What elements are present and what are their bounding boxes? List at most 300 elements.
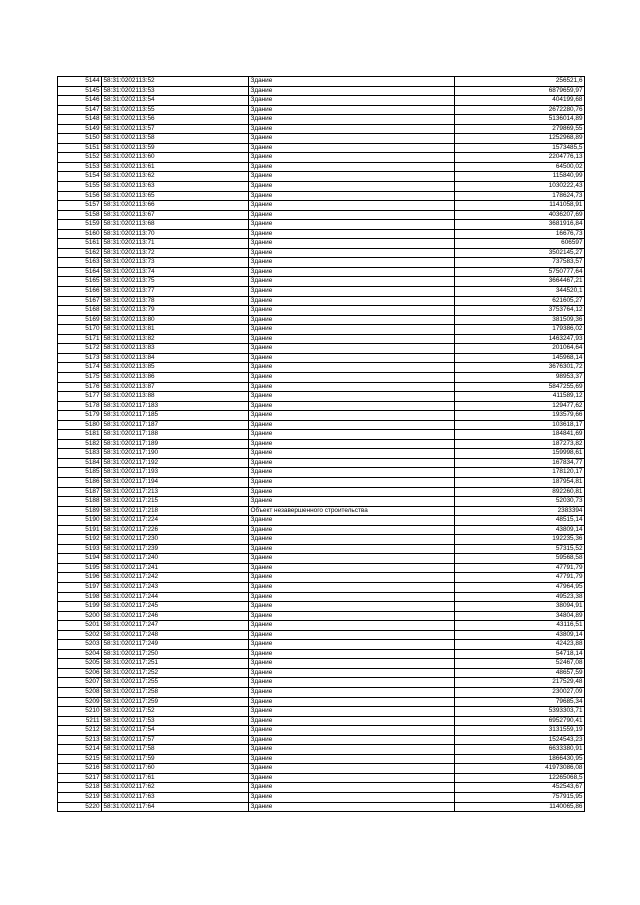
table-row	[58, 372, 585, 382]
cadastral-value-cell: 184841,69	[455, 430, 585, 440]
table-row	[58, 353, 585, 363]
cadastral-number-cell: 58:31:0202117:247	[102, 621, 249, 631]
row-number-cell: 5144	[58, 77, 102, 87]
cadastral-value-cell: 230027,09	[455, 688, 585, 698]
table-row	[58, 802, 585, 812]
cadastral-value-cell: 1030222,43	[455, 182, 585, 192]
cadastral-number-cell: 58:31:0202117:58	[102, 745, 249, 755]
row-number-cell: 5175	[58, 372, 102, 382]
row-number-cell: 5180	[58, 420, 102, 430]
cadastral-value-cell: 48657,59	[455, 668, 585, 678]
object-type-cell: Здание	[249, 401, 455, 411]
cadastral-value-cell: 279869,55	[455, 124, 585, 134]
table-row	[58, 525, 585, 535]
row-number-cell: 5153	[58, 162, 102, 172]
table-row	[58, 392, 585, 402]
row-number-cell: 5193	[58, 544, 102, 554]
cadastral-number-cell: 58:31:0202117:252	[102, 668, 249, 678]
table-row	[58, 735, 585, 745]
object-type-cell: Здание	[249, 86, 455, 96]
object-type-cell: Здание	[249, 707, 455, 717]
cadastral-value-cell: 892260,81	[455, 487, 585, 497]
table-row	[58, 611, 585, 621]
row-number-cell: 5214	[58, 745, 102, 755]
cadastral-number-cell: 58:31:0202117:57	[102, 735, 249, 745]
cadastral-value-cell: 159998,61	[455, 449, 585, 459]
cadastral-value-cell: 1140065,86	[455, 802, 585, 812]
cadastral-number-cell: 58:31:0202117:218	[102, 506, 249, 516]
object-type-cell: Здание	[249, 592, 455, 602]
row-number-cell: 5205	[58, 659, 102, 669]
cadastral-value-cell: 54718,14	[455, 649, 585, 659]
table-row	[58, 764, 585, 774]
cadastral-number-cell: 58:31:0202113:65	[102, 191, 249, 201]
cadastral-number-cell: 58:31:0202117:185	[102, 411, 249, 421]
row-number-cell: 5207	[58, 678, 102, 688]
object-type-cell: Здание	[249, 296, 455, 306]
cadastral-value-cell: 193579,66	[455, 411, 585, 421]
row-number-cell: 5174	[58, 363, 102, 373]
cadastral-number-cell: 58:31:0202117:64	[102, 802, 249, 812]
object-type-cell: Здание	[249, 220, 455, 230]
table-row	[58, 688, 585, 698]
table-row	[58, 229, 585, 239]
cadastral-number-cell: 58:31:0202117:63	[102, 793, 249, 803]
cadastral-number-cell: 58:31:0202113:55	[102, 105, 249, 115]
object-type-cell: Здание	[249, 315, 455, 325]
row-number-cell: 5160	[58, 229, 102, 239]
object-type-cell: Здание	[249, 697, 455, 707]
cadastral-number-cell: 58:31:0202113:57	[102, 124, 249, 134]
table-row	[58, 430, 585, 440]
cadastral-number-cell: 58:31:0202113:85	[102, 363, 249, 373]
cadastral-number-cell: 58:31:0202117:246	[102, 611, 249, 621]
row-number-cell: 5195	[58, 563, 102, 573]
cadastral-number-cell: 58:31:0202117:242	[102, 573, 249, 583]
row-number-cell: 5157	[58, 201, 102, 211]
cadastral-value-cell: 3753764,12	[455, 306, 585, 316]
cadastral-value-cell: 145968,14	[455, 353, 585, 363]
table-row	[58, 468, 585, 478]
cadastral-value-cell: 757915,95	[455, 793, 585, 803]
row-number-cell: 5152	[58, 153, 102, 163]
row-number-cell: 5163	[58, 258, 102, 268]
cadastral-number-cell: 58:31:0202117:230	[102, 535, 249, 545]
cadastral-number-cell: 58:31:0202113:73	[102, 258, 249, 268]
table-row	[58, 621, 585, 631]
cadastral-number-cell: 58:31:0202113:82	[102, 334, 249, 344]
object-type-cell: Здание	[249, 458, 455, 468]
row-number-cell: 5216	[58, 764, 102, 774]
row-number-cell: 5208	[58, 688, 102, 698]
cadastral-value-cell: 47791,79	[455, 573, 585, 583]
cadastral-number-cell: 58:31:0202117:249	[102, 640, 249, 650]
cadastral-number-cell: 58:31:0202117:194	[102, 477, 249, 487]
object-type-cell: Здание	[249, 726, 455, 736]
row-number-cell: 5148	[58, 115, 102, 125]
cadastral-value-cell: 16676,73	[455, 229, 585, 239]
cadastral-value-cell: 178120,17	[455, 468, 585, 478]
table-row	[58, 258, 585, 268]
table-row	[58, 86, 585, 96]
row-number-cell: 5199	[58, 602, 102, 612]
row-number-cell: 5145	[58, 86, 102, 96]
row-number-cell: 5209	[58, 697, 102, 707]
object-type-cell: Здание	[249, 716, 455, 726]
cadastral-number-cell: 58:31:0202117:189	[102, 439, 249, 449]
row-number-cell: 5200	[58, 611, 102, 621]
row-number-cell: 5206	[58, 668, 102, 678]
row-number-cell: 5191	[58, 525, 102, 535]
cadastral-number-cell: 58:31:0202113:58	[102, 134, 249, 144]
cadastral-value-cell: 2672280,76	[455, 105, 585, 115]
cadastral-value-cell: 103618,17	[455, 420, 585, 430]
cadastral-number-cell: 58:31:0202117:239	[102, 544, 249, 554]
cadastral-number-cell: 58:31:0202113:68	[102, 220, 249, 230]
object-type-cell: Здание	[249, 382, 455, 392]
cadastral-number-cell: 58:31:0202117:213	[102, 487, 249, 497]
row-number-cell: 5171	[58, 334, 102, 344]
cadastral-number-cell: 58:31:0202113:56	[102, 115, 249, 125]
object-type-cell: Здание	[249, 105, 455, 115]
row-number-cell: 5164	[58, 267, 102, 277]
cadastral-value-cell: 2383394	[455, 506, 585, 516]
cadastral-value-cell: 12265068,5	[455, 773, 585, 783]
table-row	[58, 191, 585, 201]
table-row	[58, 411, 585, 421]
cadastral-number-cell: 58:31:0202113:86	[102, 372, 249, 382]
row-number-cell: 5172	[58, 344, 102, 354]
object-type-cell: Здание	[249, 630, 455, 640]
cadastral-number-cell: 58:31:0202113:67	[102, 210, 249, 220]
object-type-cell: Здание	[249, 239, 455, 249]
object-type-cell: Здание	[249, 678, 455, 688]
table-row	[58, 535, 585, 545]
cadastral-number-cell: 58:31:0202117:243	[102, 582, 249, 592]
cadastral-value-cell: 737583,57	[455, 258, 585, 268]
table-row	[58, 143, 585, 153]
cadastral-number-cell: 58:31:0202117:224	[102, 516, 249, 526]
table-row	[58, 582, 585, 592]
cadastral-value-cell: 3502145,27	[455, 248, 585, 258]
cadastral-value-cell: 1252968,89	[455, 134, 585, 144]
object-type-cell: Здание	[249, 430, 455, 440]
row-number-cell: 5146	[58, 96, 102, 106]
table-row	[58, 793, 585, 803]
row-number-cell: 5176	[58, 382, 102, 392]
cadastral-number-cell: 58:31:0202113:75	[102, 277, 249, 287]
object-type-cell: Здание	[249, 325, 455, 335]
object-type-cell: Здание	[249, 229, 455, 239]
object-type-cell: Здание	[249, 688, 455, 698]
cadastral-value-cell: 1866430,95	[455, 754, 585, 764]
cadastral-number-cell: 58:31:0202113:54	[102, 96, 249, 106]
object-type-cell: Здание	[249, 172, 455, 182]
table-row	[58, 439, 585, 449]
cadastral-value-cell: 6879659,97	[455, 86, 585, 96]
cadastral-number-cell: 58:31:0202113:71	[102, 239, 249, 249]
cadastral-number-cell: 58:31:0202117:244	[102, 592, 249, 602]
cadastral-value-cell: 606597	[455, 239, 585, 249]
row-number-cell: 5179	[58, 411, 102, 421]
object-type-cell: Здание	[249, 754, 455, 764]
row-number-cell: 5182	[58, 439, 102, 449]
cadastral-value-cell: 1524543,23	[455, 735, 585, 745]
cadastral-number-cell: 58:31:0202113:84	[102, 353, 249, 363]
row-number-cell: 5178	[58, 401, 102, 411]
cadastral-value-cell: 6952790,41	[455, 716, 585, 726]
row-number-cell: 5186	[58, 477, 102, 487]
cadastral-value-cell: 42423,88	[455, 640, 585, 650]
object-type-cell: Объект незавершенного строительства	[249, 506, 455, 516]
cadastral-number-cell: 58:31:0202117:255	[102, 678, 249, 688]
object-type-cell: Здание	[249, 668, 455, 678]
cadastral-number-cell: 58:31:0202113:59	[102, 143, 249, 153]
object-type-cell: Здание	[249, 745, 455, 755]
row-number-cell: 5210	[58, 707, 102, 717]
row-number-cell: 5217	[58, 773, 102, 783]
row-number-cell: 5162	[58, 248, 102, 258]
object-type-cell: Здание	[249, 802, 455, 812]
object-type-cell: Здание	[249, 735, 455, 745]
table-row	[58, 783, 585, 793]
cadastral-number-cell: 58:31:0202117:250	[102, 649, 249, 659]
cadastral-value-cell: 52030,73	[455, 497, 585, 507]
cadastral-value-cell: 452543,67	[455, 783, 585, 793]
table-row	[58, 239, 585, 249]
table-row	[58, 554, 585, 564]
object-type-cell: Здание	[249, 392, 455, 402]
object-type-cell: Здание	[249, 582, 455, 592]
object-type-cell: Здание	[249, 602, 455, 612]
object-type-cell: Здание	[249, 477, 455, 487]
row-number-cell: 5187	[58, 487, 102, 497]
cadastral-value-cell: 5847255,69	[455, 382, 585, 392]
object-type-cell: Здание	[249, 468, 455, 478]
row-number-cell: 5197	[58, 582, 102, 592]
table-row	[58, 287, 585, 297]
object-type-cell: Здание	[249, 783, 455, 793]
row-number-cell: 5211	[58, 716, 102, 726]
cadastral-number-cell: 58:31:0202113:72	[102, 248, 249, 258]
table-row	[58, 344, 585, 354]
table-row	[58, 325, 585, 335]
object-type-cell: Здание	[249, 525, 455, 535]
table-row	[58, 497, 585, 507]
table-row	[58, 210, 585, 220]
table-row	[58, 573, 585, 583]
row-number-cell: 5173	[58, 353, 102, 363]
row-number-cell: 5184	[58, 458, 102, 468]
object-type-cell: Здание	[249, 277, 455, 287]
table-row	[58, 134, 585, 144]
cadastral-number-cell: 58:31:0202117:192	[102, 458, 249, 468]
table-row	[58, 668, 585, 678]
cadastral-value-cell: 3664467,21	[455, 277, 585, 287]
row-number-cell: 5155	[58, 182, 102, 192]
cadastral-value-cell: 411589,12	[455, 392, 585, 402]
object-type-cell: Здание	[249, 497, 455, 507]
table-row	[58, 544, 585, 554]
table-row	[58, 630, 585, 640]
table-row	[58, 382, 585, 392]
object-type-cell: Здание	[249, 764, 455, 774]
cadastral-number-cell: 58:31:0202113:74	[102, 267, 249, 277]
table-row	[58, 153, 585, 163]
cadastral-value-cell: 48515,14	[455, 516, 585, 526]
table-row	[58, 477, 585, 487]
object-type-cell: Здание	[249, 573, 455, 583]
cadastral-number-cell: 58:31:0202117:193	[102, 468, 249, 478]
table-row	[58, 458, 585, 468]
row-number-cell: 5161	[58, 239, 102, 249]
table-row	[58, 602, 585, 612]
object-type-cell: Здание	[249, 287, 455, 297]
cadastral-number-cell: 58:31:0202117:187	[102, 420, 249, 430]
row-number-cell: 5181	[58, 430, 102, 440]
row-number-cell: 5159	[58, 220, 102, 230]
cadastral-number-cell: 58:31:0202113:70	[102, 229, 249, 239]
cadastral-value-cell: 256521,6	[455, 77, 585, 87]
table-row	[58, 172, 585, 182]
cadastral-number-cell: 58:31:0202113:77	[102, 287, 249, 297]
row-number-cell: 5192	[58, 535, 102, 545]
cadastral-number-cell: 58:31:0202117:215	[102, 497, 249, 507]
row-number-cell: 5213	[58, 735, 102, 745]
cadastral-number-cell: 58:31:0202113:61	[102, 162, 249, 172]
cadastral-number-cell: 58:31:0202113:53	[102, 86, 249, 96]
table-row	[58, 277, 585, 287]
cadastral-value-cell: 404199,68	[455, 96, 585, 106]
object-type-cell: Здание	[249, 96, 455, 106]
cadastral-value-cell: 621605,27	[455, 296, 585, 306]
object-type-cell: Здание	[249, 191, 455, 201]
row-number-cell: 5218	[58, 783, 102, 793]
table-row	[58, 182, 585, 192]
cadastral-value-cell: 98953,37	[455, 372, 585, 382]
cadastral-number-cell: 58:31:0202117:183	[102, 401, 249, 411]
row-number-cell: 5188	[58, 497, 102, 507]
table-row	[58, 716, 585, 726]
table-row	[58, 363, 585, 373]
object-type-cell: Здание	[249, 773, 455, 783]
object-type-cell: Здание	[249, 563, 455, 573]
row-number-cell: 5189	[58, 506, 102, 516]
object-type-cell: Здание	[249, 162, 455, 172]
row-number-cell: 5177	[58, 392, 102, 402]
table-row	[58, 96, 585, 106]
object-type-cell: Здание	[249, 353, 455, 363]
table-row	[58, 487, 585, 497]
cadastral-value-cell: 47964,95	[455, 582, 585, 592]
cadastral-value-cell: 192235,36	[455, 535, 585, 545]
cadastral-value-cell: 1141058,91	[455, 201, 585, 211]
table-row	[58, 124, 585, 134]
object-type-cell: Здание	[249, 372, 455, 382]
cadastral-value-cell: 5136014,89	[455, 115, 585, 125]
object-type-cell: Здание	[249, 267, 455, 277]
object-type-cell: Здание	[249, 621, 455, 631]
cadastral-number-cell: 58:31:0202117:251	[102, 659, 249, 669]
object-type-cell: Здание	[249, 182, 455, 192]
table-row	[58, 77, 585, 87]
cadastral-number-cell: 58:31:0202117:241	[102, 563, 249, 573]
cadastral-value-cell: 167834,77	[455, 458, 585, 468]
object-type-cell: Здание	[249, 411, 455, 421]
cadastral-value-cell: 43116,51	[455, 621, 585, 631]
cadastral-number-cell: 58:31:0202113:80	[102, 315, 249, 325]
row-number-cell: 5203	[58, 640, 102, 650]
object-type-cell: Здание	[249, 201, 455, 211]
table-row	[58, 678, 585, 688]
cadastral-value-cell: 5750777,64	[455, 267, 585, 277]
row-number-cell: 5215	[58, 754, 102, 764]
table-row	[58, 640, 585, 650]
cadastral-value-cell: 3676301,72	[455, 363, 585, 373]
table-row	[58, 105, 585, 115]
cadastral-value-cell: 59568,58	[455, 554, 585, 564]
table-row	[58, 707, 585, 717]
row-number-cell: 5150	[58, 134, 102, 144]
object-type-cell: Здание	[249, 153, 455, 163]
row-number-cell: 5183	[58, 449, 102, 459]
table-row	[58, 115, 585, 125]
table-row	[58, 334, 585, 344]
cadastral-value-cell: 38094,91	[455, 602, 585, 612]
table-row	[58, 306, 585, 316]
cadastral-value-cell: 4036207,69	[455, 210, 585, 220]
table-row	[58, 516, 585, 526]
cadastral-number-cell: 58:31:0202117:60	[102, 764, 249, 774]
object-type-cell: Здание	[249, 248, 455, 258]
object-type-cell: Здание	[249, 210, 455, 220]
cadastral-number-cell: 58:31:0202113:60	[102, 153, 249, 163]
table-row	[58, 773, 585, 783]
cadastral-number-cell: 58:31:0202113:83	[102, 344, 249, 354]
object-type-cell: Здание	[249, 649, 455, 659]
row-number-cell: 5204	[58, 649, 102, 659]
object-type-cell: Здание	[249, 554, 455, 564]
row-number-cell: 5156	[58, 191, 102, 201]
row-number-cell: 5185	[58, 468, 102, 478]
row-number-cell: 5151	[58, 143, 102, 153]
cadastral-number-cell: 58:31:0202113:66	[102, 201, 249, 211]
cadastral-value-cell: 201064,64	[455, 344, 585, 354]
row-number-cell: 5194	[58, 554, 102, 564]
object-type-cell: Здание	[249, 344, 455, 354]
cadastral-value-cell: 115840,99	[455, 172, 585, 182]
object-type-cell: Здание	[249, 611, 455, 621]
row-number-cell: 5147	[58, 105, 102, 115]
table-row	[58, 220, 585, 230]
table-row	[58, 745, 585, 755]
cadastral-value-cell: 57315,52	[455, 544, 585, 554]
object-type-cell: Здание	[249, 134, 455, 144]
cadastral-number-cell: 58:31:0202117:190	[102, 449, 249, 459]
object-type-cell: Здание	[249, 258, 455, 268]
row-number-cell: 5158	[58, 210, 102, 220]
cadastral-number-cell: 58:31:0202117:54	[102, 726, 249, 736]
cadastral-number-cell: 58:31:0202113:79	[102, 306, 249, 316]
table-row	[58, 697, 585, 707]
row-number-cell: 5212	[58, 726, 102, 736]
cadastral-value-cell: 34804,89	[455, 611, 585, 621]
cadastral-value-cell: 3131559,19	[455, 726, 585, 736]
table-row	[58, 248, 585, 258]
cadastral-value-cell: 381509,36	[455, 315, 585, 325]
cadastral-number-cell: 58:31:0202117:62	[102, 783, 249, 793]
table-row	[58, 754, 585, 764]
